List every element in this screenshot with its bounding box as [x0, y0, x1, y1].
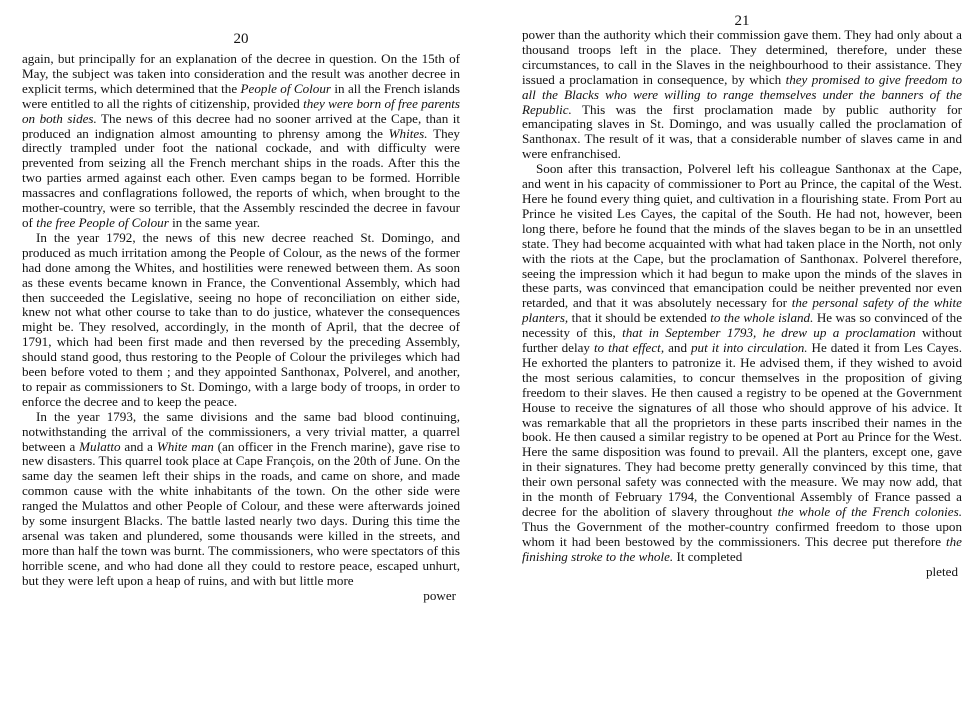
paragraph: again, but principally for an explanation of the decree in question. On the 15th of May, the subject was taken into consideration and the result was another decree in explicit terms, which determined that the People of Colour in all the French islands were entitled to all the rights of citizenship, provided they were born of free parents on both sides. The news of this decree had no sooner arrived at the Cape, than it produced an indignation almost amounting to phrensy among the Whites. They directly trampled under foot the national cockade, and with difficulty were prevented from seizing all the French merchant ships in the roads. After this the two parties armed against each other. Even camps began to be formed. Horrible massacres and conflagrations followed, the reports of which, when brought to the mother-country, were so terrible, that the Assembly rescinded the decree in favour of the free People of Colour in the same year.	[22, 51, 461, 230]
left-page	[22, 0, 460, 604]
page-number-left: 20	[233, 31, 249, 47]
catchword: pleted	[926, 563, 958, 579]
paragraph: In the year 1793, the same divisions and the same bad blood continuing, notwithstanding the arrival of the commissioners, a very trivial matter, a quarrel between a Mulatto and a White man (an officer in the French marine), gave rise to new disasters. This quarrel took place at Cape François, on the 20th of June. On the same day the seamen left their ships in the roads, and came on shore, and made common cause with the white inhabitants of the town. On the other side were ranged the Mulattos and other People of Colour, and these were afterwards joined by some insurgent Blacks. The battle lasted nearly two days. During this time the arsenal was taken and plundered, some thousands were killed in the streets, and more than half the town was burnt. The commissioners, who were spectators of this horrible scene, and who had done all they could to restore peace, escaped unhurt, but they were left upon a heap of ruins, and with but little more	[22, 408, 460, 588]
paragraph: Soon after this transaction, Polverel left his colleague Santhonax at the Cape, and went in his capacity of commissioner to Port au Prince, the capital of the West. Here he found every thing quiet, and cultivation in a flourishing state. From Port au Prince he visited Les Cayes, the capital of the South. He had not, however, been long there, before he found that the minds of the slaves began to be in an unsettled state. They had become acquainted with what had taken place in the North, not only with the riots at the Cape, but the proclamation of Santhonax. Polverel therefore, seeing the impression which it had begun to make upon the minds of the slaves in these parts, was convinced that emancipation could be neither prevented nor even retarded, and that it was absolutely necessary for the personal safety of the white planters, that it should be extended to the whole island. He was so convinced of the necessity of this, that in September 1793, he drew up a proclamation without further delay to that effect, and put it into circulation. He dated it from Les Cayes. He exhorted the planters to patronize it. He advised them, if they wished to avoid the most serious calamities, to concur themselves in the proposition of giving freedom to their slaves. He then caused a registry to be opened at the Government House to receive the signatures of all those who should approve of his advice. It was remarkable that all the proprietors in these parts inscribed their names in the book. He then caused a similar registry to be opened at Port au Prince for the West. Here the same disposition was found to prevail. All the planters, except one, gave in their signatures. They had become pretty generally convinced by this time, that their own personal safety was connected with the measure. We may now add, that in the month of February 1794, the Conventional Assembly of France passed a decree for the abolition of slavery throughout the whole of the French colonies. Thus the Government of the mother-country confirmed freedom to those upon whom it had been bestowed by the commissioners. This decree put therefore the finishing stroke to the whole. It completed	[522, 161, 962, 564]
left-page-body	[22, 52, 460, 604]
paragraph: power than the authority which their commission gave them. They had only about a thousand troops left in the place. They determined, therefore, under these circumstances, to call in the Slaves in the neighbourhood to their assistance. They issued a proclamation in consequence, by which they promised to give freedom to all the Blacks who were willing to range themselves under the banners of the Republic. This was the first proclamation made by public authority for emancipating slaves in St. Domingo, and was usually called the proclamation of Santhonax. The result of it was, that a considerable number of slaves came in and were enfranchised.	[522, 27, 962, 162]
right-page-body	[522, 28, 962, 580]
paragraph: In the year 1792, the news of this new decree reached St. Domingo, and produced as much irritation among the People of Colour, as the news of the former had done among the Whites, and hostilities were renewed between them. As soon as these events became known in France, the Conventional Assembly, which had then succeeded the Legislative, seeing no hope of reconciliation on either side, knew not what other course to take than to do justice, whatever the consequences might be. They resolved, accordingly, in the month of April, that the decree of 1791, which had been first made and then reversed by the preceding Assembly, should stand good, thus restoring to the People of Colour the privileges which had been before voted to them ; and they appointed Santhonax, Polverel, and another, to repair as commissioners to St. Domingo, with a large body of troops, in order to enforce the decree and to keep the peace.	[22, 229, 460, 409]
catchword: power	[423, 587, 456, 603]
right-page	[522, 0, 962, 580]
page-number-right: 21	[734, 13, 750, 29]
